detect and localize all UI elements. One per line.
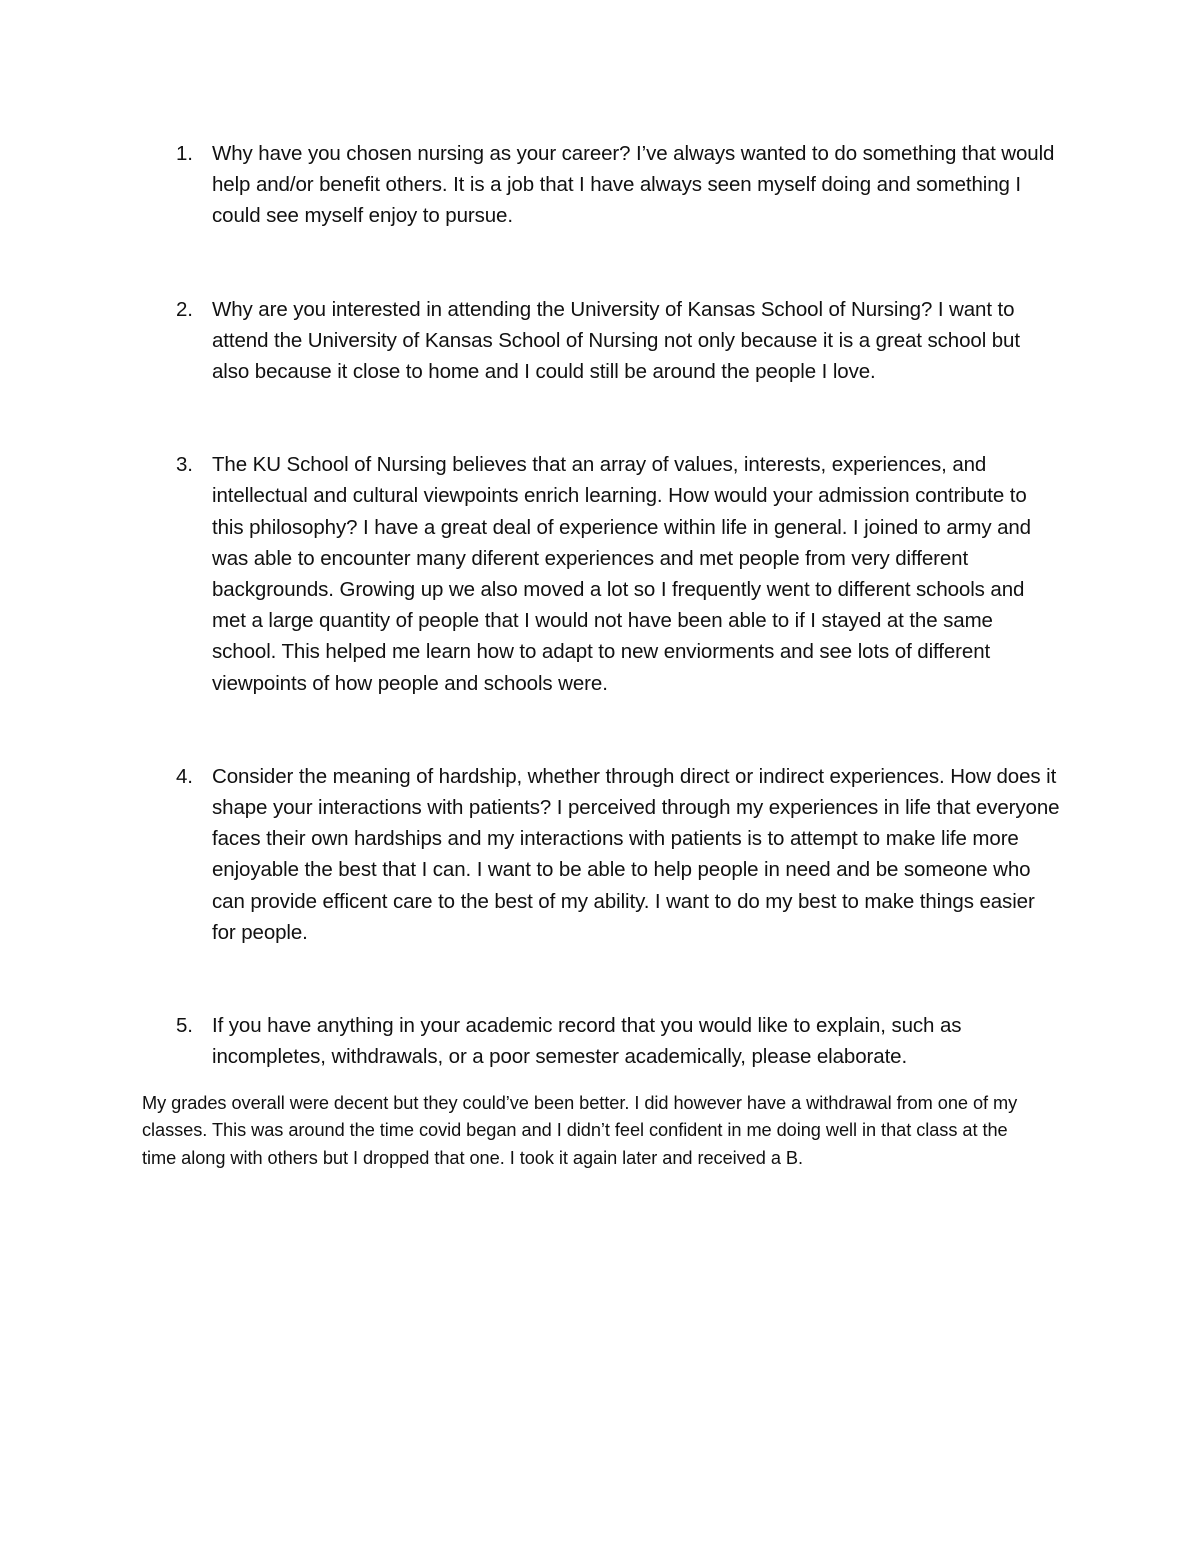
question-number: 4. <box>176 764 193 788</box>
closing-paragraph: My grades overall were decent but they could’ve been better. I did however have a withdrawal from one of my classes. This was around the time covid began and I didn’t feel confident in me doing well in that class at the time along with others but I dropped that one. I took it again later and received a B. <box>142 1093 1018 1168</box>
question-number: 1. <box>176 142 193 165</box>
question-item <box>150 1010 1070 1072</box>
question-text: If you have anything in your academic record that you would like to explain, such as incompletes, withdrawals, or a poor semester academically, please elaborate. <box>212 1014 962 1069</box>
question-number: 2. <box>176 297 193 321</box>
question-item <box>150 449 1070 699</box>
question-text: Why have you chosen nursing as your career? I’ve always wanted to do something that would help and/or benefit others. It is a job that I have always seen myself doing and something I could see myself enjoy to pursue. <box>212 142 1055 228</box>
question-item <box>150 761 1070 948</box>
question-text: The KU School of Nursing believes that an array of values, interests, experiences, and intellectual and cultural viewpoints enrich learning. How would your admission contribute to this philosophy? I have a great deal of experience within life in general. I joined to army and was able to encounter many diferent experiences and met people from very different backgrounds. Growing up we also moved a lot so I frequently went to different schools and met a large quantity of people that I would not have been able to if I stayed at the same school. This helped me learn how to adapt to new enviorments and see lots of different viewpoints of how people and schools were. <box>212 453 1031 695</box>
question-number: 5. <box>176 1014 193 1038</box>
question-text: Why are you interested in attending the University of Kansas School of Nursing? I want to attend the University of Kansas School of Nursing not only because it is a great school but also because it close to home and I could still be around the people I love. <box>212 297 1020 384</box>
question-list <box>150 138 1070 1072</box>
question-number: 3. <box>176 453 193 477</box>
question-text: Consider the meaning of hardship, whether through direct or indirect experiences. How does it shape your interactions with patients? I perceived through my experiences in life that everyone faces their own hardships and my interactions with patients is to attempt to make life more enjoyable the best that I can. I want to be able to help people in need and be someone who can provide efficent care to the best of my ability. I want to do my best to make things easier for people. <box>212 764 1060 944</box>
question-item <box>150 138 1070 232</box>
question-item <box>150 294 1070 388</box>
